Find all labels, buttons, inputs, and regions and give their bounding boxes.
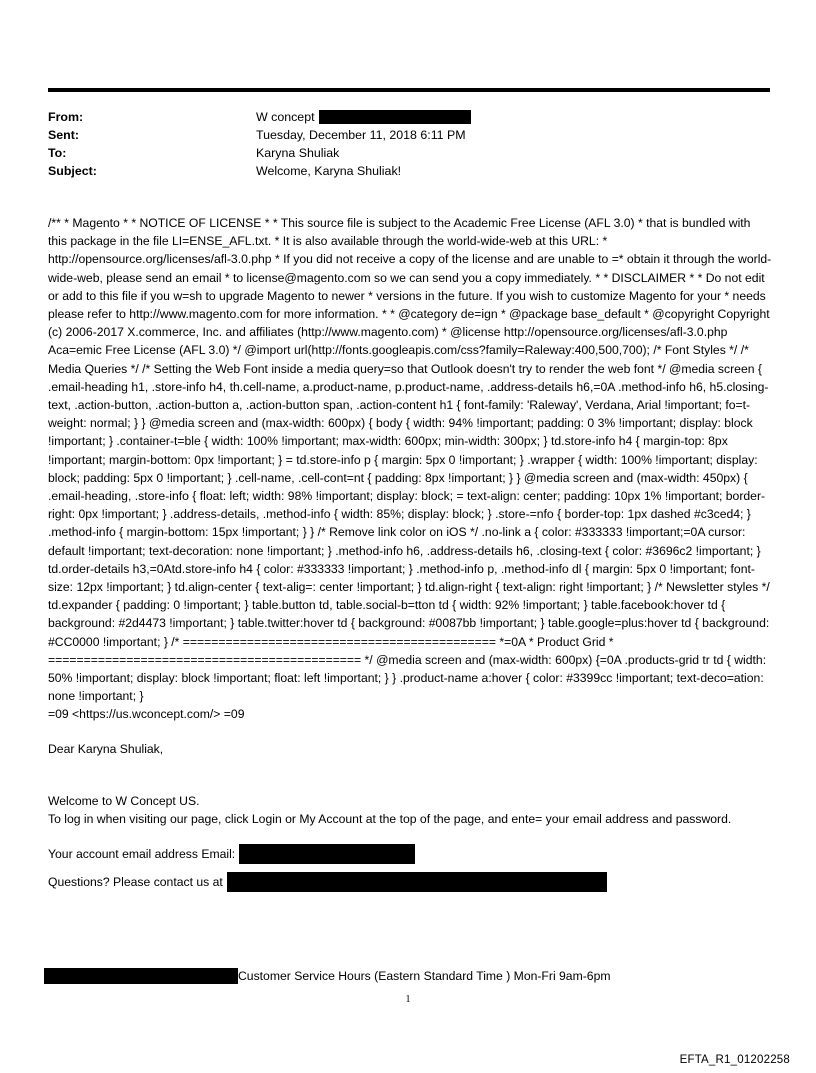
hours-text: Customer Service Hours (Eastern Standard Time ) Mon-Fri 9am-6pm bbox=[238, 969, 611, 983]
css-dump-text: /** * Magento * * NOTICE OF LICENSE * * This source file is subject to the Academic Free License (AFL 3.0) * that is bundled with this package in the file LI=ENSE_AFL.txt. * It is also available through the world-wide-web at this URL: * http://opensource.org/licenses/afl-3.0.php * If you did not receive a copy of the license and are unable to =* obtain it through the world-wide-web, please send an email * to license@magento.com so we can send you a copy immediately. * * DISCLAIMER * * Do not edit or add to this file if you w=sh to upgrade Magento to newer * versions in the future. If you wish to customize Magento for your * needs please refer to http://www.magento.com for more information. * * @category de=ign * @package base_default * @copyright Copyright (c) 2006-2017 X.commerce, Inc. and affiliates (http://www.magento.com) * @license http://opensource.org/licenses/afl-3.0.php Aca=emic Free License (AFL 3.0) */ @import url(http://fonts.googleapis.com/css?family=Raleway:400,500,700); /* Font Styles */ /* Media Queries */ /* Setting the Web Font inside a media query=so that Outlook doesn't try to render the web font */ @media screen { .email-heading h1, .store-info h4, th.cell-name, a.product-name, p.product-name, .address-details h6,=0A .method-info h6, h5.closing-text, .action-button, .action-button a, .action-button span, .action-content h1 { font-family: 'Raleway', Verdana, Arial !important; fo=t-weight: normal; } } @media screen and (max-width: 600px) { body { width: 94% !important; padding: 0 3% !important; display: block !important; } .container-t=ble { width: 100% !important; max-width: 600px; min-width: 300px; } td.store-info h4 { margin-top: 8px !important; margin-bottom: 0px !important; } = td.store-info p { margin: 5px 0 !important; } .wrapper { width: 100% !important; display: block; padding: 5px 0 !important; } .cell-name, .cell-cont=nt { padding: 8px !important; } } @media screen and (max-width: 450px) { .email-heading, .store-info { float: left; width: 98% !important; display: block; = text-align: center; padding: 10px 1% !important; border-right: 0px !important; } .address-details, .method-info { width: 85%; display: block; } .store-=nfo { border-top: 1px dashed #c3ced4; } .method-info { margin-bottom: 15px !important; } } /* Remove link color on iOS */ .no-link a { color: #333333 !important;=0A cursor: default !important; text-decoration: none !important; } .method-info h6, .address-details h6, .closing-text { color: #3696c2 !important; } td.order-details h3,=0Atd.store-info h4 { color: #333333 !important; } .method-info p, .method-info dl { margin: 5px 0 !important; font-size: 12px !important; } td.align-center { text-alig=: center !important; } td.align-right { text-align: right !important; } /* Newsletter styles */ td.expander { padding: 0 !important; } table.button td, table.social-b=tton td { width: 92% !important; } table.facebook:hover td { background: #2d4473 !important; } table.twitter:hover td { background: #0087bb !important; } table.google=plus:hover td { background: #CC0000 !important; } /* ============================================ *=0A * Product Grid * ============================================ */ @media screen and (max-width: 600px) {=0A .products-grid tr td { width: 50% !important; display: block !important; float: left !important; } } .product-name a:hover { color: #3399cc !important; text-deco=ation: none !important; } bbox=[48, 216, 772, 704]
from-value: W concept bbox=[256, 110, 315, 124]
from-label: From: bbox=[48, 110, 84, 124]
from-row bbox=[48, 108, 770, 126]
to-label: To: bbox=[48, 146, 67, 160]
questions-line bbox=[48, 872, 772, 892]
sent-value: Tuesday, December 11, 2018 6:11 PM bbox=[256, 128, 466, 142]
login-info: To log in when visiting our page, click Login or My Account at the top of the page, and ente= your email address and password. bbox=[48, 812, 732, 827]
link-line: =09 <https://us.wconcept.com/> =09 bbox=[48, 707, 245, 722]
redaction-block bbox=[44, 968, 238, 984]
sent-label: Sent: bbox=[48, 128, 79, 142]
subject-label: Subject: bbox=[48, 164, 97, 178]
email-body bbox=[48, 214, 772, 892]
top-rule bbox=[48, 88, 770, 92]
document-id: EFTA_R1_01202258 bbox=[679, 1054, 790, 1066]
page-number: 1 bbox=[405, 994, 411, 1005]
questions-text: Questions? Please contact us at bbox=[48, 875, 223, 890]
subject-value: Welcome, Karyna Shuliak! bbox=[256, 164, 402, 178]
email-label: Your account email address Email: bbox=[48, 847, 236, 862]
subject-row bbox=[48, 162, 770, 180]
redaction-block bbox=[239, 844, 415, 864]
hours-line bbox=[44, 968, 611, 984]
email-line bbox=[48, 844, 772, 864]
email-header bbox=[48, 108, 770, 180]
greeting: Dear Karyna Shuliak, bbox=[48, 741, 164, 756]
redaction-block bbox=[227, 872, 607, 892]
to-value: Karyna Shuliak bbox=[256, 146, 340, 160]
welcome-text: Welcome to W Concept US. bbox=[48, 793, 200, 808]
sent-row bbox=[48, 126, 770, 144]
redaction-block bbox=[319, 110, 471, 124]
to-row bbox=[48, 144, 770, 162]
